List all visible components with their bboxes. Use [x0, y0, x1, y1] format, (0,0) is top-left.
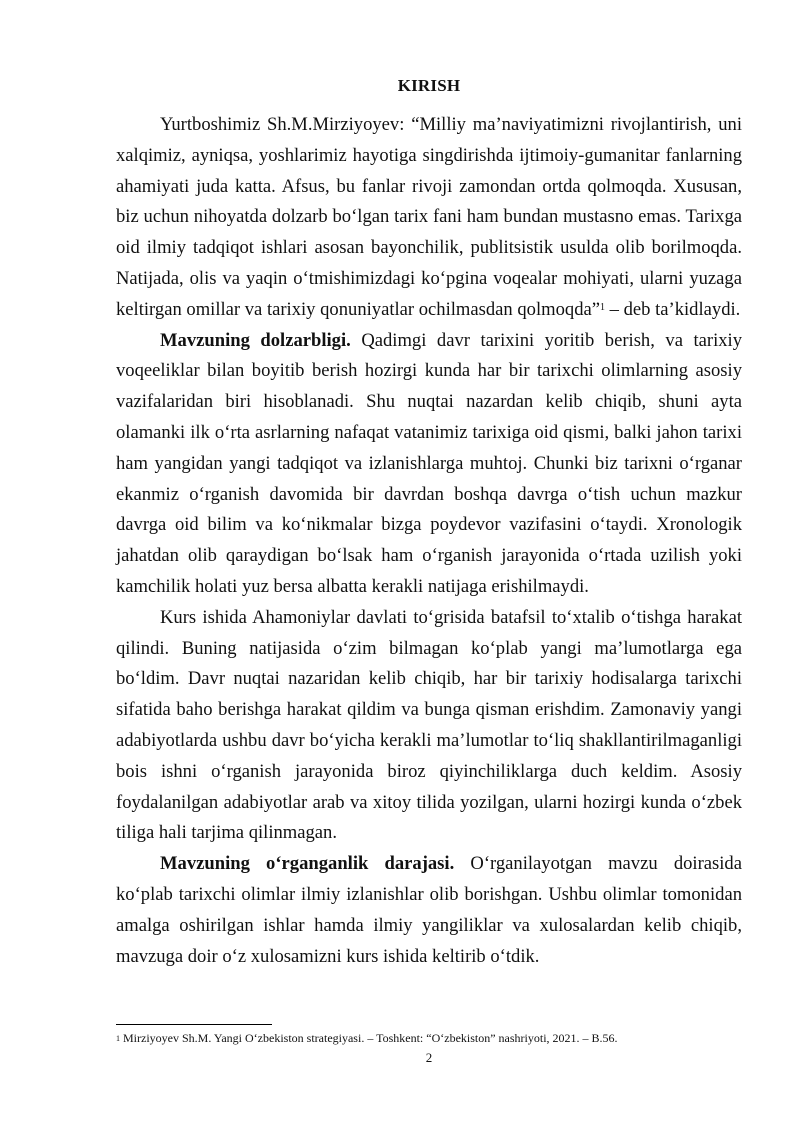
footnote-mark: 1: [116, 1034, 120, 1043]
paragraph-text: Kurs ishida Ahamoniylar davlati to‘grisida batafsil to‘xtalib o‘tishga harakat qilindi. Buning natijasida o‘zim bilmagan ko‘plab yangi ma’lumotlarga ega bo‘ldim. Davr nuqtai nazaridan kelib chiqib, har bir tarixiy hodisalarga tarixchi sifatida baho berishga harakat qildim va bunga qisman erishdim. Zamonaviy yangi adabiyotlarda ushbu davr bo‘yicha kerakli ma’lumotlar to‘liq shakllantirilmaganligi bois ishni o‘rganish jarayonida biroz qiyinchiliklarga duch keldim. Asosiy foydalanilgan adabiyotlar arab va xitoy tilida yozilgan, ularni hozirgi kunda o‘zbek tiliga hali tarjima qilinmagan.: [116, 606, 742, 844]
paragraph-tail: – deb ta’kidlaydi.: [605, 298, 741, 320]
paragraph-relevance: [116, 326, 742, 603]
paragraph-study-level: [116, 849, 742, 972]
paragraph-heading: Mavzuning o‘rganganlik darajasi.: [160, 853, 455, 875]
section-title: KIRISH: [397, 76, 461, 95]
footnote-reference[interactable]: 1: [600, 301, 606, 313]
paragraph-text: Yurtboshimiz Sh.M.Mirziyoyev: “Milliy ma’naviyatimizni rivojlantirish, uni xalqimiz, ayniqsa, yoshlarimiz hayotiga singdirishda ijtimoiy-gumanitar fanlarning ahamiyati juda katta. Afsus, bu fanlar rivoji zamondan ortda qolmoqda. Xususan, biz uchun nihoyatda dolzarb bo‘lgan tarix fani ham bundan mustasno emas. Tarixga oid ilmiy tadqiqot ishlari asosan bayonchilik, publitsistik usulda olib borilmoqda. Natijada, olis va yaqin o‘tmishimizdagi ko‘pgina voqealar mohiyati, ularni yuzaga keltirgan omillar va tarixiy qonuniyatlar ochilmasdan qolmoqda”: [116, 114, 742, 320]
paragraph-intro: [116, 110, 742, 326]
paragraph-text: O‘rganilayotgan mavzu doirasida ko‘plab tarixchi olimlar ilmiy izlanishlar olib borishgan. Ushbu olimlar tomonidan amalga oshirilgan ishlar hamda ilmiy yangiliklar va xulosalardan kelib chiqib, mavzuga doir o‘z xulosamizni kurs ishida keltirib o‘tdik.: [116, 853, 742, 967]
paragraph-coursework: [116, 603, 742, 849]
paragraph-text: Qadimgi davr tarixini yoritib berish, va tarixiy voqeeliklar bilan boyitib berish hozirgi kunda har bir tarixchi olimlarning asosiy vazifalaridan biri hisoblanadi. Shu nuqtai nazardan kelib chiqib, shuni ayta olamanki ilk o‘rta asrlarning nafaqat vatanimiz tarixiga oid qismi, balki jahon tarixi ham yangidan yangi tadqiqot va izlanishlarga muhtoj. Chunki biz tarixni o‘rganar ekanmiz o‘rganish davomida bir davrdan boshqa davrga o‘tish uchun mazkur davrga oid bilim va ko‘nikmalar bizga poydevor vazifasini o‘taydi. Xronologik jahatdan olib qaraydigan bo‘lsak ham o‘rganish jarayonida o‘rtada uzilish yoki kamchilik holati yuz bersa albatta kerakli natijaga erishilmaydi.: [116, 329, 742, 597]
body-text: [116, 110, 742, 972]
footnote-separator: [116, 1024, 272, 1025]
footnote-text: Mirziyoyev Sh.M. Yangi O‘zbekiston strategiyasi. – Toshkent: “O‘zbekiston” nashriyoti, 2021. – B.56.: [120, 1031, 618, 1045]
footnote: [116, 1031, 742, 1046]
page-number: 2: [425, 1050, 433, 1065]
paragraph-heading: Mavzuning dolzarbligi.: [160, 329, 351, 351]
